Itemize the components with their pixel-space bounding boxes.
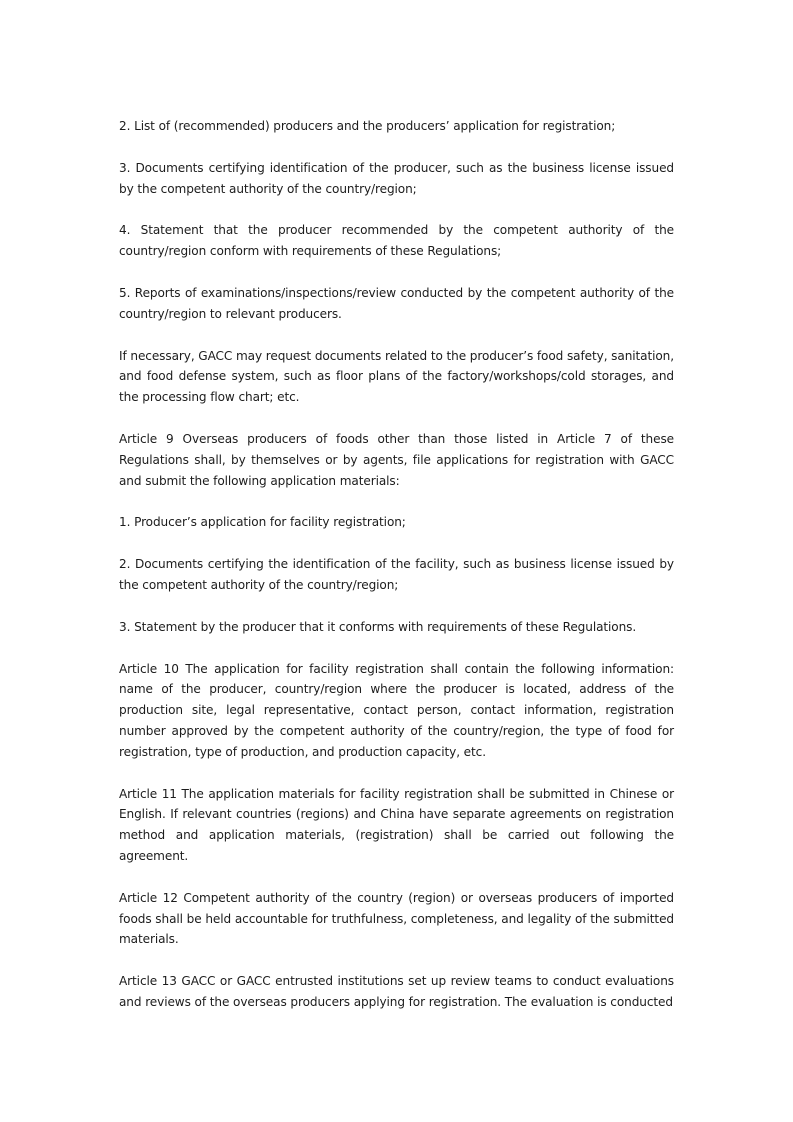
paragraph-article-11: Article 11 The application materials for facility registration shall be submitted in Chinese or English. If relevant countries (regions) and China have separate agreements on registration method and application materials, (registration) shall be carried out following the agreement. <box>119 786 674 863</box>
paragraph-reports-examinations: 5. Reports of examinations/inspections/review conducted by the competent authority of the country/region to relevant producers. <box>119 285 674 321</box>
paragraph-list-producers: 2. List of (recommended) producers and the producers’ application for registration; <box>119 119 616 133</box>
paragraph-producer-application: 1. Producer’s application for facility registration; <box>119 515 406 530</box>
paragraph-statement-conformance: 4. Statement that the producer recommended by the competent authority of the country/region conform with requirements of these Regulations; <box>119 223 674 259</box>
paragraph-article-13: Article 13 GACC or GACC entrusted institutions set up review teams to conduct evaluations and reviews of the overseas producers applying for registration. The evaluation is conducted <box>119 974 674 1009</box>
paragraph-documents-identification: 3. Documents certifying identification of the producer, such as the business license issued by the competent authority of the country/region; <box>119 160 674 196</box>
paragraph-producer-statement: 3. Statement by the producer that it conforms with requirements of these Regulations. <box>119 619 637 634</box>
document-body <box>119 116 674 1034</box>
paragraph-article-9: Article 9 Overseas producers of foods other than those listed in Article 7 of these Regulations shall, by themselves or by agents, file applications for registration with GACC and submit the following application materials: <box>119 431 674 488</box>
paragraph-article-10: Article 10 The application for facility registration shall contain the following information: name of the producer, country/region where the producer is located, address of the production site, legal representative, contact person, contact information, registration number approved by the competent authority of the country/region, the type of food for registration, type of production, and production capacity, etc. <box>119 661 674 759</box>
paragraph-gacc-request: If necessary, GACC may request documents related to the producer’s food safety, sanitation, and food defense system, such as floor plans of the factory/workshops/cold storages, and the processing flow chart; etc. <box>119 348 674 405</box>
paragraph-facility-identification: 2. Documents certifying the identification of the facility, such as business license issued by the competent authority of the country/region; <box>119 557 674 592</box>
paragraph-article-12: Article 12 Competent authority of the country (region) or overseas producers of imported foods shall be held accountable for truthfulness, completeness, and legality of the submitted materials. <box>119 890 674 947</box>
